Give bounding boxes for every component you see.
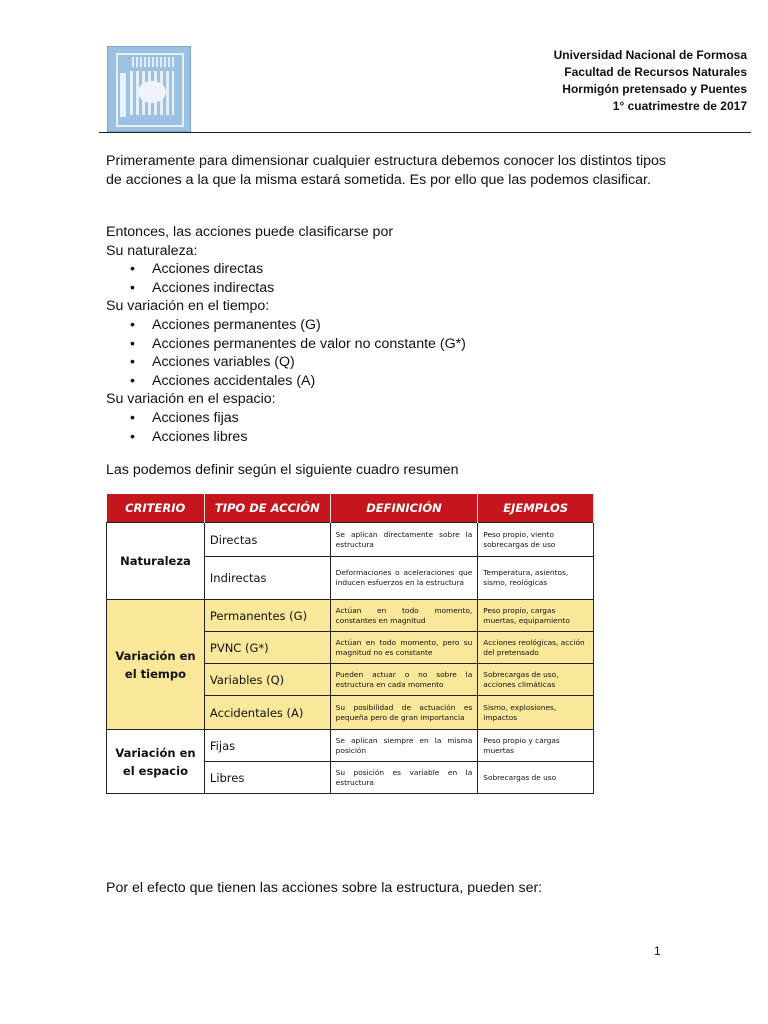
definicion-cell: Se aplican siempre en la misma posición	[330, 730, 478, 762]
tipo-cell: Permanentes (G)	[204, 600, 330, 632]
criterion-tiempo: Variación en el tiempo	[107, 600, 205, 730]
definicion-cell: Pueden actuar o no sobre la estructura en cada momento	[330, 664, 478, 696]
classification-list	[106, 223, 666, 446]
ejemplos-cell: Peso propio, viento sobrecargas de uso	[478, 523, 594, 557]
header-divider	[99, 132, 751, 133]
tipo-cell: Fijas	[204, 730, 330, 762]
header-faculty: Facultad de Recursos Naturales	[564, 65, 747, 79]
group-title: Su variación en el tiempo:	[106, 298, 270, 315]
document-header	[554, 47, 747, 115]
group-items	[106, 260, 666, 297]
ejemplos-cell: Sismo, explosiones, impactos	[478, 696, 594, 730]
list-item: • Acciones fijas	[152, 409, 666, 428]
header-criterio: CRITERIO	[107, 494, 205, 523]
definicion-cell: Se aplican directamente sobre la estructura	[330, 523, 478, 557]
ejemplos-cell: Peso propio, cargas muertas, equipamiento	[478, 600, 594, 632]
ejemplos-cell: Peso propio y cargas muertas	[478, 730, 594, 762]
group-title: Su variación en el espacio:	[106, 391, 276, 408]
criterion-espacio: Variación en el espacio	[107, 730, 205, 794]
list-item: • Acciones variables (Q)	[152, 353, 666, 372]
actions-summary-table	[106, 494, 594, 794]
logo-side-band	[120, 73, 126, 117]
logo-lettering	[132, 57, 176, 67]
ejemplos-cell: Sobrecargas de uso, acciones climáticas	[478, 664, 594, 696]
group-items	[106, 409, 666, 446]
definicion-cell: Su posición es variable en la estructura	[330, 762, 478, 794]
ejemplos-cell: Acciones reológicas, acción del pretensado	[478, 632, 594, 664]
list-item: • Acciones permanentes (G)	[152, 316, 666, 335]
faculty-logo	[107, 46, 191, 132]
tipo-cell: PVNC (G*)	[204, 632, 330, 664]
ejemplos-cell: Temperatura, asientos, sismo, reológicas	[478, 557, 594, 600]
table-row	[107, 730, 594, 762]
list-item: • Acciones permanentes de valor no constante (G*)	[152, 335, 666, 354]
header-term: 1° cuatrimestre de 2017	[612, 99, 747, 113]
header-course: Hormigón pretensado y Puentes	[562, 82, 747, 96]
tipo-cell: Directas	[204, 523, 330, 557]
table-intro: Las podemos definir según el siguiente cuadro resumen	[106, 462, 459, 478]
page-number: 1	[654, 944, 661, 958]
tipo-cell: Libres	[204, 762, 330, 794]
tipo-cell: Indirectas	[204, 557, 330, 600]
header-definicion: DEFINICIÓN	[330, 494, 478, 523]
closing-paragraph: Por el efecto que tienen las acciones sobre la estructura, pueden ser:	[106, 880, 543, 896]
criterion-naturaleza: Naturaleza	[107, 523, 205, 600]
header-university: Universidad Nacional de Formosa	[553, 48, 747, 62]
group-title: Su naturaleza:	[106, 242, 198, 259]
list-item: • Acciones indirectas	[152, 279, 666, 298]
header-tipo: TIPO DE ACCIÓN	[204, 494, 330, 523]
definicion-cell: Actúan en todo momento, constantes en magnitud	[330, 600, 478, 632]
table-row	[107, 600, 594, 632]
logo-emblem-icon	[138, 81, 166, 103]
definicion-cell: Actúan en todo momento, pero su magnitud no es constante	[330, 632, 478, 664]
definicion-cell: Deformaciones o aceleraciones que inducen esfuerzos en la estructura	[330, 557, 478, 600]
list-item: • Acciones libres	[152, 428, 666, 447]
table-row	[107, 523, 594, 557]
classification-lead: Entonces, las acciones puede clasificarse por	[106, 224, 394, 240]
tipo-cell: Variables (Q)	[204, 664, 330, 696]
definicion-cell: Su posibilidad de actuación es pequeña pero de gran importancia	[330, 696, 478, 730]
table-header-row	[107, 494, 594, 523]
intro-paragraph: Primeramente para dimensionar cualquier estructura debemos conocer los distintos tipos de acciones a la que la misma estará sometida. Es por ello que las podemos clasificar.	[106, 153, 666, 188]
list-item: • Acciones directas	[152, 260, 666, 279]
tipo-cell: Accidentales (A)	[204, 696, 330, 730]
list-item: • Acciones accidentales (A)	[152, 372, 666, 391]
group-items	[106, 316, 666, 390]
header-ejemplos: EJEMPLOS	[478, 494, 594, 523]
ejemplos-cell: Sobrecargas de uso	[478, 762, 594, 794]
